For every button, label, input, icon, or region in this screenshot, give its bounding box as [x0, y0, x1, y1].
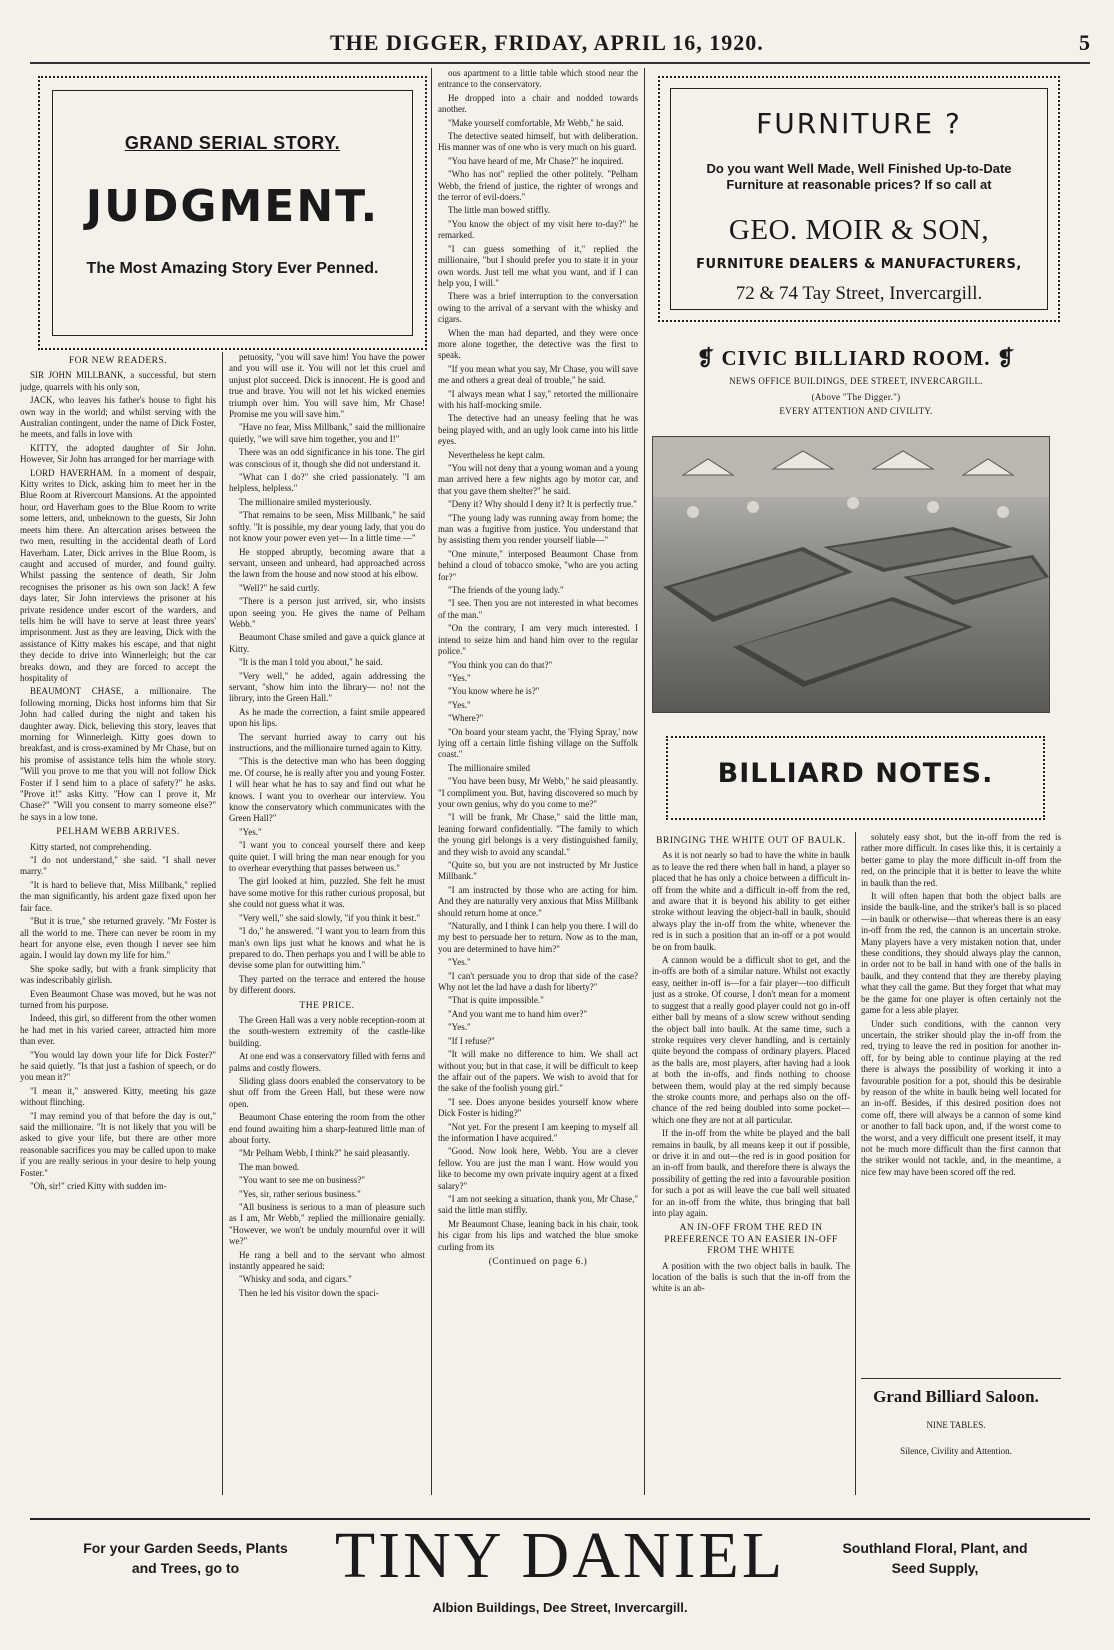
paragraph: He rang a bell and to the servant who almost instantly appeared he said: — [229, 1249, 425, 1272]
paragraph: "You will not deny that a young woman and a young man arrived here a few nights ago by motor car, and that you gave them shelter?" he said. — [438, 463, 638, 496]
paragraph: "Very well," she said slowly, "if you think it best." — [239, 912, 421, 923]
paragraph: "That is quite impossible." — [448, 995, 544, 1006]
paragraph: "I can guess something of it," replied the millionaire, "but I should prefer you to state it in your own words. Just tell me what you want, and if I can help you, I will." — [438, 243, 638, 288]
paragraph: KITTY, the adopted daughter of Sir John. However, Sir John has arranged for her marriage with — [20, 442, 216, 465]
story-column-2 — [229, 352, 425, 1495]
paragraph: "But it is true," she returned gravely. "Mr Foster is all the world to me. There can never be room in my heart for anyone else, even though I never see him again. I would lay down my life for him." — [20, 916, 216, 961]
serial-subtitle: The Most Amazing Story Ever Penned. — [86, 260, 379, 277]
paragraph: The girl looked at him, puzzled. She felt he must have some motive for this rather curious proposal, but she could not guess what it was. — [229, 876, 425, 910]
paragraph: "That remains to be seen, Miss Millbank," he said softly. "It is possible, my dear young lady, that you do not know your power even yet— In a little time —" — [229, 510, 425, 544]
paragraph: "Yes, sir, rather serious business." — [239, 1188, 361, 1199]
paragraph: "It will make no difference to him. We shall act without you; but in that case, it will be difficult to keep the affair out of the papers. We wish to avoid that for the sake of the foolish young girl." — [438, 1049, 638, 1094]
paragraph: At one end was a conservatory filled with ferns and palms and costly flowers. — [229, 1051, 425, 1073]
paragraph: He stopped abruptly, becoming aware that a servant, unseen and unheard, had approached across the lawn from the house and now stood at his elbow. — [229, 546, 425, 580]
furniture-ad — [658, 76, 1060, 322]
bringing-white-heading: BRINGING THE WHITE OUT OF BAULK. — [656, 836, 846, 846]
paragraph: "Mr Pelham Webb, I think?" he said pleasantly. — [239, 1148, 410, 1159]
paragraph: "Yes." — [448, 699, 471, 710]
paragraph: The detective seated himself, but with deliberation. His manner was of one who is very much on his guard. — [438, 131, 638, 153]
in-off-heading: AN IN-OFF FROM THE RED IN PREFERENCE TO AN EASIER IN-OFF FROM THE WHITE — [664, 1223, 838, 1257]
paragraph: The man bowed. — [239, 1161, 300, 1172]
paragraph: As he made the correction, a faint smile appeared upon his lips. — [229, 706, 425, 729]
paragraph: "Where?" — [448, 713, 484, 724]
paragraph: "The friends of the young lady." — [448, 585, 564, 596]
paragraph: "I am instructed by those who are acting for him. And they are naturally very anxious that Miss Millbank should return home at once." — [438, 884, 638, 918]
paragraph: "Whisky and soda, and cigars." — [239, 1274, 352, 1285]
paragraph: He dropped into a chair and nodded towards another. — [438, 92, 638, 115]
paragraph: "Who has not" replied the other politely. "Pelham Webb, the friend of justice, the righter of wrongs and the terror of evil-doers." — [438, 169, 638, 203]
column-divider — [431, 68, 432, 1495]
billiard-notes-title: BILLIARD NOTES. — [717, 758, 994, 789]
paragraph: She spoke sadly, but with a frank simplicity that was indescribably girlish. — [20, 963, 216, 986]
paragraph: "What can I do?" she cried passionately. "I am helpless, helpless." — [229, 472, 425, 494]
paragraph: "Very well," he added, again addressing the servant, "show him into the library— no! not the library, into the Green Hall." — [229, 670, 425, 704]
paragraph: Beaumont Chase smiled and gave a quick glance at Kitty. — [229, 632, 425, 654]
paragraph: "I mean it," answered Kitty, meeting his gaze without flinching. — [20, 1085, 216, 1108]
masthead-rule — [30, 62, 1090, 64]
tiny-daniel-ad — [30, 1518, 1090, 1628]
paragraph: ous apartment to a little table which stood near the entrance to the conservatory. — [438, 68, 638, 90]
saloon-tagline: Silence, Civility and Attention. — [900, 1446, 1012, 1456]
serial-story-box — [38, 76, 427, 350]
paragraph: "Yes." — [239, 826, 262, 837]
paragraph: "Deny it? Why should I deny it? It is perfectly true." — [448, 499, 637, 510]
paragraph: A cannon would be a difficult shot to get, and the in-offs are both of a similar nature. Whilst not exactly easy, neither in-off is—for a fair player—too difficult just as a stroke. Of course, I don't mean for a moment to suggest that a really good player could not go in-off either ball by means of a slow screw without sending the object ball into baulk. At the same time, such a stroke requires very clever handling, and is certainly quite beyond the compass of ordinary players. Placed as the balls are, most players, after having had a look at both the in-offs, and finds nothing to choose between them, would play at the red simply because the stroke counts more, and perhaps also on the off-chance of the red being doubled into some pocket—which one they are not at all particular. — [652, 955, 850, 1125]
saloon-rule — [861, 1378, 1061, 1379]
furniture-ad-title: FURNITURE ? — [756, 107, 962, 140]
paragraph: "I can't persuade you to drop that side of the case? Why not let the lad have a dash for liberty?" — [438, 970, 638, 993]
paragraph: "The young lady was running away from home; the man was a fugitive from justice. You understand that by assisting them you render yourself liable—" — [438, 512, 638, 546]
furniture-ad-address: 72 & 74 Tay Street, Invercargill. — [735, 283, 983, 304]
paragraph: "There is a person just arrived, sir, who insists upon seeing you. He gives the name of Pelham Webb." — [229, 596, 425, 629]
the-price-heading: THE PRICE. — [299, 1000, 355, 1011]
furniture-ad-dealers: FURNITURE DEALERS & MANUFACTURERS, — [696, 257, 1022, 272]
paragraph: The detective had an uneasy feeling that he was being played with, and an ugly look came into his little eyes. — [438, 413, 638, 447]
paragraph: "I see. Does anyone besides yourself know where Dick Foster is hiding?" — [438, 1096, 638, 1119]
paragraph: The Green Hall was a very noble reception-room at the south-western extremity of the castle-like building. — [229, 1014, 425, 1048]
paragraph: "If you mean what you say, Mr Chase, you will save me and others a great deal of trouble," he said. — [438, 363, 638, 386]
billiard-room-heading: ❡ CIVIC BILLIARD ROOM. ❡ — [696, 346, 1016, 370]
paragraph: Kitty started, not comprehending. — [30, 841, 152, 852]
ad-business-name: TINY DANIEL — [334, 1519, 786, 1592]
paragraph: Indeed, this girl, so different from the other women he had met in his varied career, attracted him more than ever. — [20, 1013, 216, 1047]
paragraph: "You want to see me on business?" — [239, 1175, 365, 1186]
paragraph: "Not yet. For the present I am keeping to myself all the information I have acquired." — [438, 1121, 638, 1143]
paragraph: JACK, who leaves his father's house to fight his own way in the world; and whilst serving with the Australian contingent, under the name of Dick Foster, he meets, and falls in love with — [20, 395, 216, 440]
paragraph: Under such conditions, with the cannon very uncertain, the striker should play the in-off from the red, trying to leave the red in position for another in-off, for by being able to continue playing at the red there is always the possibility of working it into a favourable position for a pot, should this be desirable by reason of the white in baulk being well located for an in-off. Besides, if this desired position does not come off, there will always be a cannon of some kind or another to fall back upon, and, if the worst come to the worst, and a very difficult one present itself, it may not be much more difficult than the first cannon that the striker would not tackle, and, in the meantime, a nice few may have been scored off the red. — [861, 1018, 1061, 1177]
paragraph: "Oh, sir!" cried Kitty with sudden im- — [30, 1181, 167, 1192]
paragraph: "On the contrary, I am very much interested. I intend to seize him and hand him over to the regular police." — [438, 623, 638, 657]
paragraph: There was a brief interruption to the conversation owing to the arrival of a servant with the whisky and cigars. — [438, 291, 638, 325]
furniture-ad-firm: GEO. MOIR & SON, — [728, 214, 990, 246]
paragraph: "You know where he is?" — [448, 686, 540, 697]
paragraph: The little man bowed stiffly. — [448, 205, 550, 216]
story-column-1 — [20, 352, 216, 1495]
billiard-room-photo-image — [653, 437, 1049, 712]
furniture-ad-frame — [670, 88, 1048, 310]
serial-story-inner-frame — [52, 90, 413, 336]
continued-note: (Continued on page 6.) — [488, 1257, 588, 1267]
paragraph: "I want you to conceal yourself there and keep quite quiet. I will bring the man near enough for you to overhear everything that passes between us." — [229, 840, 425, 874]
paragraph: It will often hapen that both the object balls are inside the baulk-line, and the striker's ball is so placed—in baulk or otherwise—that whereas there is an easy in-off from the red, the cannon is an uncertain stroke. Many players have a very mistaken notion that, under these conditions, they should always play the cannon, in order not to be ball in hand with one of the balls in baulk, and they contend that they are thereby playing what they call the game. But they forget that what may be the game for one player is often certainly not the game for a less able player. — [861, 891, 1061, 1016]
billiard-room-attention: EVERY ATTENTION AND CIVILITY. — [779, 406, 933, 416]
paragraph: Nevertheless he kept calm. — [448, 449, 545, 460]
page-title: THE DIGGER, FRIDAY, APRIL 16, 1920. — [330, 30, 764, 55]
paragraph: "You have heard of me, Mr Chase?" he inquired. — [448, 155, 624, 166]
billiard-notes-column-right — [861, 832, 1061, 1372]
paragraph: "On board your steam yacht, the 'Flying Spray,' now lying off a certain little fishing village on the Suffolk coast." — [438, 726, 638, 760]
column-divider — [644, 68, 645, 1495]
paragraph: "It is hard to believe that, Miss Millbank," replied the man significantly, his ardent gaze fixed upon her fair face. — [20, 879, 216, 913]
ad-left-text: For your Garden Seeds, Plants and Trees, go to — [83, 1540, 288, 1576]
paragraph: BEAUMONT CHASE, a millionaire. The following morning, Dicks host informs him that Sir John had called during the night and taken his daughter away. Dick, believing this story, leaves that morning for Winnerleigh. Kitty goes down to breakfast, and is cross-examined by Mr Chase, but on his promise of assistance tells him the whole story. "Will you prove to me that you will not follow Dick Foster if I send him to a place of safety?" he asks. "Prove it!" asks Kitty. "How can I prove it, Mr Chase?" "Will you consent to marry someone else?" he says in a low tone. — [20, 686, 216, 822]
billiard-room-address: NEWS OFFICE BUILDINGS, DEE STREET, INVERCARGILL. — [729, 376, 983, 386]
billiard-room-above: (Above "The Digger.") — [811, 392, 901, 402]
paragraph: "I may remind you of that before the day is out," said the millionaire. "It is not likely that you will be asked to give your life, but there are other more reasonable sacrifices you may be called upon to make if you are really serious in your desire to help young Foster." — [20, 1110, 216, 1178]
paragraph: "Yes." — [448, 1022, 471, 1033]
ad-address: Albion Buildings, Dee Street, Invercargill. — [432, 1600, 688, 1615]
paragraph: "Good. Now look here, Webb. You are a clever fellow. You are just the man I want. How would you like to become my own private inquiry agent at a fixed salary?" — [438, 1146, 638, 1191]
paragraph: "I do," he answered. "I want you to learn from this man's own lips just what he knows and what he is prepared to do. Then perhaps you and I will be able to devise some plan for outwitting him." — [229, 926, 425, 971]
paragraph: "You have been busy, Mr Webb," he said pleasantly. "I compliment you. But, having discovered so much by your own genius, why do you come to me?" — [438, 776, 638, 809]
paragraph: The millionaire smiled mysteriously. — [239, 496, 372, 507]
paragraph: "This is the detective man who has been dogging me. Of course, he is really after you and young Foster. I will hear what he has to say and find out what he knows. I want you to overhear our interview. You know the conservatory which communicates with the Green Hall?" — [229, 756, 425, 824]
page-number: 5 — [1079, 30, 1090, 55]
saloon-title: Grand Billiard Saloon. — [873, 1387, 1039, 1406]
paragraph: "And you want me to hand him over?" — [448, 1008, 588, 1019]
paragraph: Beaumont Chase entering the room from the other end found awaiting him a sharp-featured little man of about forty. — [229, 1112, 425, 1145]
paragraph: "Yes." — [448, 672, 471, 683]
paragraph: If the in-off from the white be played and the ball remains in baulk, by all means keep it out if possible, or drive it in and out—the red is in good position for an in-off from baulk, and therefore there is always the possibility of getting the red into a favourable position for such a pot as will leave the cue ball well situated for an in-off from the white, thus bringing that ball into play again. — [652, 1128, 850, 1218]
paragraph: "Yes." — [448, 957, 471, 968]
paragraph: petuosity, "you will save him! You have the power and you will use it. You will not let this cruel and unjust plot succeed. Dick is innocent. He is good and true and brave. You will not let his wicked enemies triumph over him. You will save him, Mr Chase! Promise me you will save him." — [229, 352, 425, 420]
paragraph: Sliding glass doors enabled the conservatory to be shut off from the Green Hall, but these were now open. — [229, 1075, 425, 1109]
paragraph: "I am not seeking a situation, thank you, Mr Chase," said the little man stiffly. — [438, 1193, 638, 1216]
for-new-readers-heading: FOR NEW READERS. — [68, 356, 168, 366]
paragraph: "One minute," interposed Beaumont Chase from behind a cloud of tobacco smoke, "who are you acting for?" — [438, 548, 638, 582]
paragraph: "I do not understand," she said. "I shall never marry." — [20, 855, 216, 877]
paragraph: "If I refuse?" — [448, 1035, 495, 1046]
paragraph: LORD HAVERHAM. In a moment of despair, Kitty writes to Dick, asking him to meet her in the Blue Room at Rivercourt Mansions. At the appointed hour, ord Haverham goes to the Blue Room to write some letters, and, unbeknown to the guests, Sir John meets him there. An altercation arises between the two men, resulting in the accidental death of Lord Haverham. Later, Dick arrives in the Blue Room, is caught and accused of murder, and found guilty. Whilst passing the sentence of death, Sir John recognises the prisoner as his own son Jack! A few days later, Sir John interviews the prisoner at his private residence under escort of the warders, and tells him he will have to serve at least three years' imprisonment. Just as they are leaving, Dick with the assistance of Kitty makes his escape, and that night they decide to drive into Winnerleigh; but the car breaks down, and they are forced to accept the hospitality of — [20, 467, 216, 683]
paragraph: As it is not nearly so bad to have the white in baulk as to leave the red there when ball in hand, a player so placed that he has only a choice between a difficult in-off from the white and a difficult in-off from the red, and aware that it is beyond his ability to get either stroke without leaving the object-ball in baulk, should always play the in-off from the white, whenever the red is in such a position that an in-off or a pot would be on from baulk. — [652, 850, 850, 952]
ad-right-text: Southland Floral, Plant, and Seed Supply, — [842, 1540, 1028, 1576]
saloon-tables: NINE TABLES. — [926, 1420, 986, 1430]
paragraph: The servant hurried away to carry out his instructions, and the millionaire turned again to Kitty. — [229, 731, 425, 753]
paragraph: Even Beaumont Chase was moved, but he was not turned from his purpose. — [20, 988, 216, 1010]
masthead — [30, 30, 1090, 56]
furniture-ad-text: Do you want Well Made, Well Finished Up-to-Date Furniture at reasonable prices? If so call at — [706, 161, 1012, 192]
paragraph: Mr Beaumont Chase, leaning back in his chair, took his cigar from his lips and watched the blue smoke curling from its — [438, 1218, 638, 1252]
paragraph: They parted on the terrace and entered the house by different doors. — [229, 973, 425, 996]
paragraph: "You know the object of my visit here to-day?" he remarked. — [438, 218, 638, 241]
billiard-notes-box — [666, 736, 1045, 820]
serial-title: JUDGMENT. — [85, 181, 380, 232]
paragraph: Then he led his visitor down the spaci- — [239, 1287, 379, 1298]
paragraph: "You think you can do that?" — [448, 659, 553, 670]
story-column-3 — [438, 68, 638, 1495]
paragraph: "I always mean what I say," retorted the millionaire with his half-mocking smile. — [438, 388, 638, 410]
pelham-webb-heading: PELHAM WEBB ARRIVES. — [56, 827, 180, 838]
paragraph: "Well?" he said curtly. — [239, 582, 320, 593]
serial-heading: GRAND SERIAL STORY. — [124, 133, 341, 153]
paragraph: "Make yourself comfortable, Mr Webb," he said. — [448, 117, 624, 128]
column-divider — [222, 352, 223, 1495]
paragraph: A position with the two object balls in baulk. The location of the balls is such that the in-off from the white is an ab- — [652, 1260, 850, 1294]
paragraph: "I see. Then you are not interested in what becomes of the man." — [438, 598, 638, 620]
paragraph: "Quite so, but you are not instructed by Mr Justice Millbank." — [438, 860, 638, 882]
paragraph: "I will be frank, Mr Chase," said the little man, leaning forward confidentially. "The family to which the young girl belongs is a very distinguished family, and they wish to avoid any scandal." — [438, 812, 638, 857]
paragraph: solutely easy shot, but the in-off from the red is rather more difficult. In cases like this, it is certainly a better game to play the more difficult in-off from the red, on the principle that it is better to leave the white in baulk than the red. — [861, 832, 1061, 888]
paragraph: The millionaire smiled — [448, 762, 530, 773]
paragraph: "Naturally, and I think I can help you there. I will do my best to persuade her to return. Now as to the man, you are determined to have him?" — [438, 921, 638, 954]
paragraph: "Have no fear, Miss Millbank," said the millionaire quietly, "we will save him together, you and I!" — [229, 422, 425, 444]
billiard-notes-column-left — [652, 832, 850, 1495]
paragraph: When the man had departed, and they were once more alone together, the detective was the first to speak. — [438, 327, 638, 361]
paragraph: "It is the man I told you about," he said. — [239, 657, 383, 668]
billiard-room-photo — [652, 436, 1050, 713]
paragraph: There was an odd significance in his tone. The girl was conscious of it, though she did not understand it. — [229, 447, 425, 469]
paragraph: "All business is serious to a man of pleasure such as I am, Mr Webb," replied the millionaire genially. "However, we won't be unduly mournful over it will we?" — [229, 1202, 425, 1247]
paragraph: "You would lay down your life for Dick Foster?" he said quietly. "Is that just a fashion of speech, or do you mean it?" — [20, 1049, 216, 1083]
paragraph: SIR JOHN MILLBANK, a successful, but stern judge, quarrels with his only son, — [20, 370, 216, 392]
